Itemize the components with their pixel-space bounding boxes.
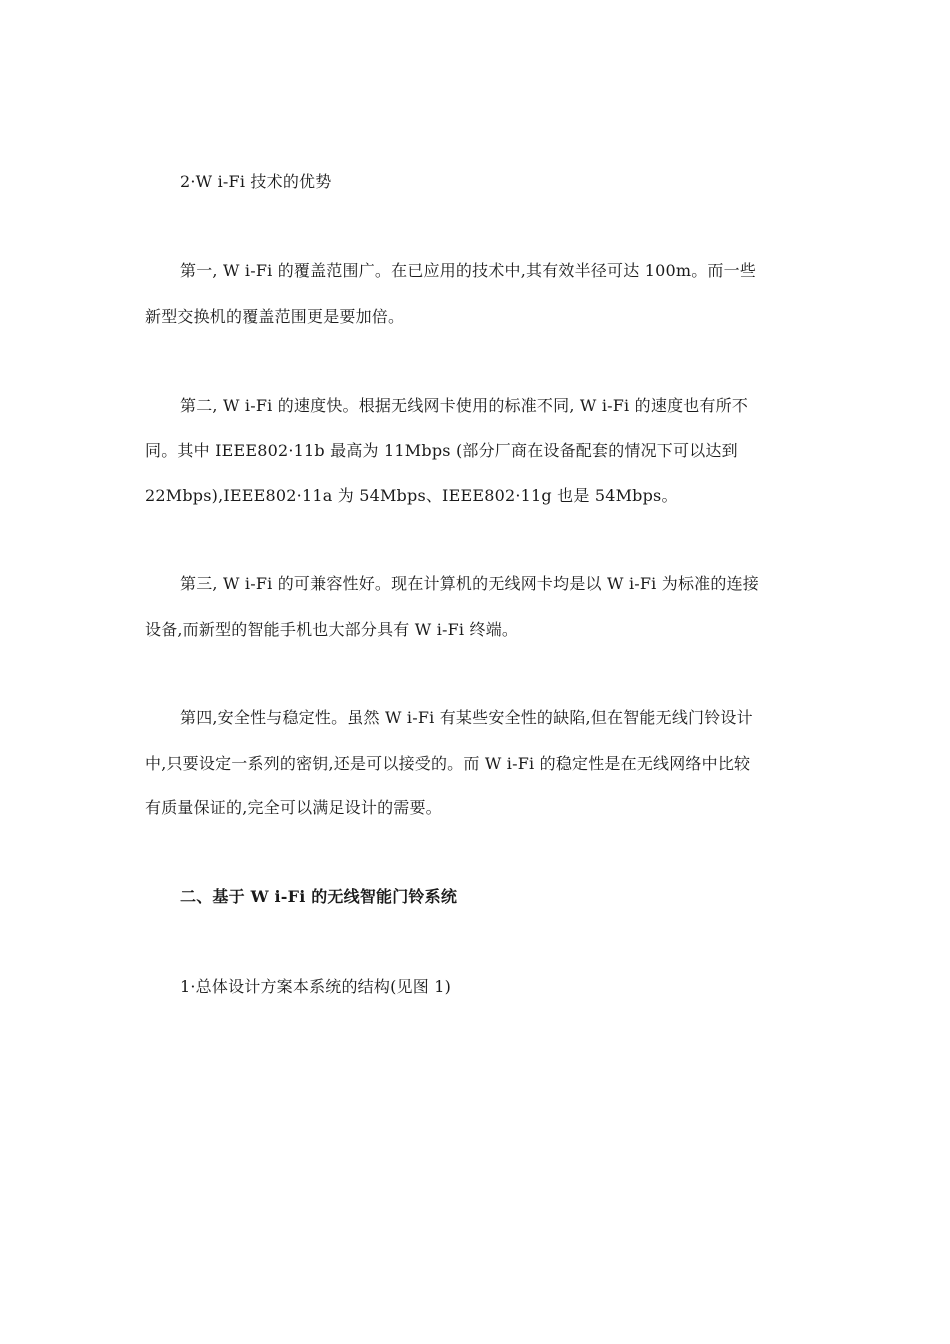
paragraph-4-line-2: 中,只要设定一系列的密钥,还是可以接受的。而 W i-Fi 的稳定性是在无线网络中比较 bbox=[145, 754, 751, 773]
paragraph-1-line-2: 新型交换机的覆盖范围更是要加倍。 bbox=[145, 307, 405, 326]
chapter-heading: 二、基于 W i-Fi 的无线智能门铃系统 bbox=[180, 887, 458, 906]
paragraph-3-line-2: 设备,而新型的智能手机也大部分具有 W i-Fi 终端。 bbox=[145, 620, 519, 639]
subsection-heading: 1·总体设计方案本系统的结构(见图 1) bbox=[180, 977, 452, 996]
section-heading: 2·W i-Fi 技术的优势 bbox=[180, 172, 332, 191]
paragraph-4-line-3: 有质量保证的,完全可以满足设计的需要。 bbox=[145, 798, 442, 817]
paragraph-2-line-3: 22Mbps),IEEE802·11a 为 54Mbps、IEEE802·11g 也是 54Mbps。 bbox=[145, 486, 678, 505]
paragraph-2-line-2: 同。其中 IEEE802·11b 最高为 11Mbps (部分厂商在设备配套的情况下可以达到 bbox=[145, 441, 738, 460]
paragraph-1-line-1: 第一, W i-Fi 的覆盖范围广。在已应用的技术中,其有效半径可达 100m。而一些 bbox=[180, 261, 757, 280]
paragraph-3-line-1: 第三, W i-Fi 的可兼容性好。现在计算机的无线网卡均是以 W i-Fi 为标准的连接 bbox=[180, 574, 759, 593]
paragraph-4-line-1: 第四,安全性与稳定性。虽然 W i-Fi 有某些安全性的缺陷,但在智能无线门铃设计 bbox=[180, 708, 753, 727]
paragraph-2-line-1: 第二, W i-Fi 的速度快。根据无线网卡使用的标准不同, W i-Fi 的速度也有所不 bbox=[180, 396, 749, 415]
